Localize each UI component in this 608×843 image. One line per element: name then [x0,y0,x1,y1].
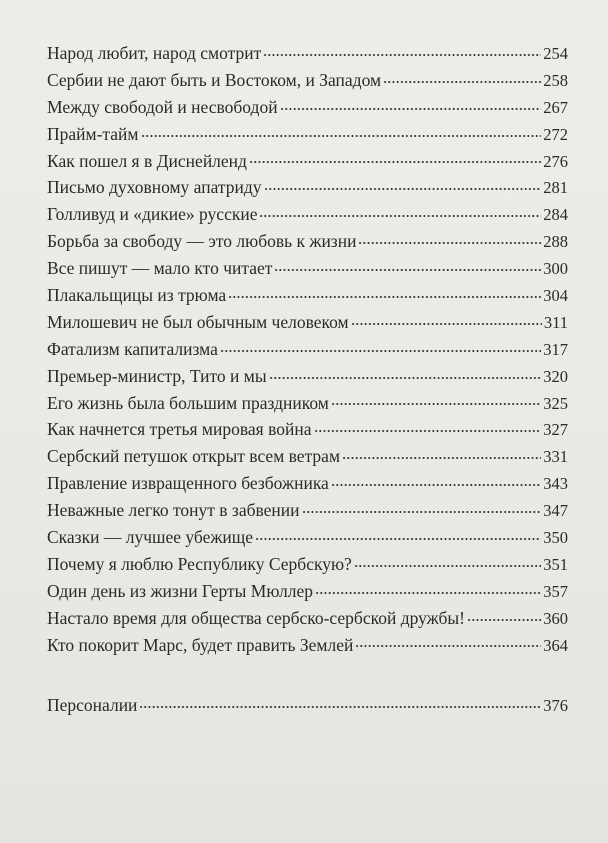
toc-entry-page: 376 [543,696,568,715]
toc-entry [47,228,568,255]
toc-entry-page: 351 [543,554,568,574]
toc-entry [47,174,568,201]
toc-appendix [47,692,568,719]
toc-entry [47,605,568,632]
dot-leader [342,457,541,459]
toc-entry-title: Премьер-министр, Тито и мы [47,365,267,386]
toc-entry-title: Борьба за свободу — это любовь к жизни [47,231,357,252]
toc-entry-title: Как начнется третья мировая война [47,419,312,440]
toc-entry-title: Один день из жизни Герты Мюллер [47,580,313,601]
dot-leader [383,81,541,83]
toc-entry [47,309,568,336]
dot-leader [249,161,541,163]
dot-leader [263,54,541,56]
toc-entry-title: Неважные легко тонут в забвении [47,500,300,521]
toc-entry-page: 317 [543,339,568,359]
toc-entry [47,336,568,363]
toc-entry-title: Сербии не дают быть и Востоком, и Западом [47,69,382,90]
dot-leader [141,135,542,137]
dot-leader [467,619,541,621]
toc-entry-title: Правление извращенного безбожника [47,473,329,494]
toc-entry-title: Прайм-тайм [47,123,139,144]
toc-entry-page: 325 [543,393,568,413]
toc-entry-title: Почему я люблю Республику Сербскую? [47,553,352,574]
dot-leader [274,269,541,271]
toc-entry-page: 281 [543,178,568,198]
toc-entry [47,282,568,309]
toc-entry-title: Милошевич не был обычным человеком [47,311,349,332]
toc-entry [47,390,568,417]
toc-entry [47,363,568,390]
dot-leader [269,377,542,379]
toc-entry-title: Голливуд и «дикие» русские [47,204,258,225]
dot-leader [314,430,542,432]
toc-entry-title: Его жизнь была большим праздником [47,392,329,413]
dot-leader [280,108,542,110]
dot-leader [302,511,542,513]
toc-entry [47,67,568,94]
toc-entry [47,578,568,605]
toc-entry-page: 343 [543,474,568,494]
table-of-contents [47,40,568,658]
toc-entry-title: Плакальщицы из трюма [47,285,227,306]
toc-entry-title: Кто покорит Марс, будет править Землей [47,634,354,655]
toc-entry-appendix [47,692,568,719]
toc-entry [47,497,568,524]
toc-entry [47,148,568,175]
toc-entry-page: 357 [543,581,568,601]
toc-entry-page: 258 [543,70,568,90]
toc-entry [47,94,568,121]
toc-entry-page: 272 [543,124,568,144]
dot-leader [259,215,541,217]
toc-entry [47,255,568,282]
toc-entry-page: 288 [543,232,568,252]
toc-entry-page: 331 [543,447,568,467]
toc-entry [47,40,568,67]
dot-leader [220,350,541,352]
dot-leader [354,565,541,567]
toc-entry-page: 347 [543,501,568,521]
toc-entry-page: 360 [543,608,568,628]
toc-entry-title: Между свободой и несвободой [47,96,278,117]
dot-leader [264,188,542,190]
toc-entry-page: 320 [543,366,568,386]
dot-leader [331,484,541,486]
toc-entry [47,416,568,443]
toc-entry-page: 364 [543,635,568,655]
toc-entry-title: Сказки — лучшее убежище [47,527,254,548]
toc-entry [47,632,568,659]
toc-entry-title: Все пишут — мало кто читает [47,258,273,279]
toc-entry [47,443,568,470]
dot-leader [351,323,542,325]
toc-entry-page: 327 [543,420,568,440]
toc-entry-page: 304 [543,286,568,306]
toc-entry [47,470,568,497]
toc-entry [47,121,568,148]
toc-entry-page: 267 [543,97,568,117]
toc-entry-page: 311 [543,312,568,332]
dot-leader [331,403,541,405]
toc-entry [47,201,568,228]
toc-entry-page: 284 [543,205,568,225]
toc-entry-title: Сербский петушок открыт всем ветрам [47,446,341,467]
dot-leader [358,242,541,244]
toc-entry-title: Персоналии [47,695,138,715]
dot-leader [255,538,541,540]
toc-entry-title: Фатализм капитализма [47,338,218,359]
toc-entry-page: 300 [543,259,568,279]
dot-leader [228,296,541,298]
toc-entry-title: Письмо духовному апатриду [47,177,262,198]
toc-entry-title: Народ любит, народ смотрит [47,43,262,63]
toc-entry [47,551,568,578]
toc-entry [47,524,568,551]
toc-entry-page: 276 [543,151,568,171]
dot-leader [355,645,541,647]
toc-entry-title: Как пошел я в Диснейленд [47,150,247,171]
dot-leader [139,706,541,708]
toc-entry-page: 254 [543,44,568,63]
toc-entry-title: Настало время для общества сербско-сербской дружбы! [47,607,466,628]
toc-entry-page: 350 [543,528,568,548]
dot-leader [315,592,541,594]
